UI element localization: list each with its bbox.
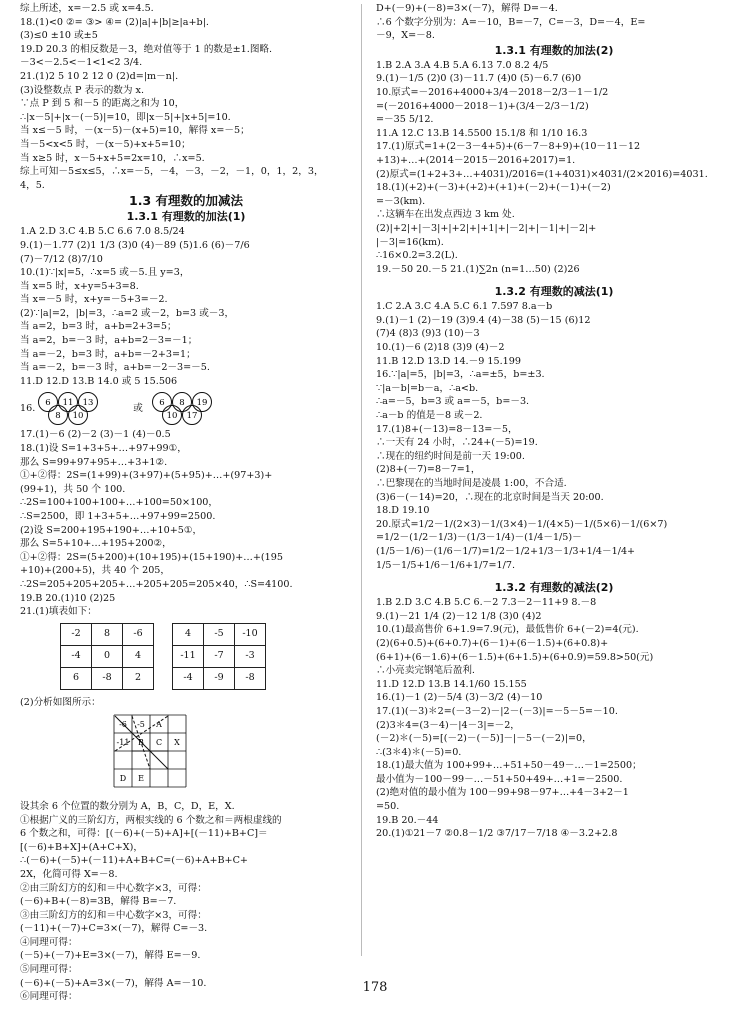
answer-line: 当 a=－2，b=－3 时，a+b=－2－3=－5. bbox=[20, 362, 210, 374]
answer-line: ①根据广义的三阶幻方，两根实线的 6 个数之和＝两根虚线的 bbox=[20, 814, 282, 826]
answer-line: 10.(1)∵|x|=5，∴x=5 或－5.且 y=3， bbox=[20, 267, 190, 279]
grid-cell: 4 bbox=[173, 623, 204, 645]
answer-line: ②由三阶幻方的幻和＝中心数字×3，可得： bbox=[20, 882, 207, 894]
answer-line: 1.B 2.D 3.C 4.B 5.C 6.－2 7.3－2－11+9 8.－8 bbox=[376, 597, 597, 609]
answer-line: ⑤同理可得： bbox=[20, 964, 78, 976]
grid-cell: -7 bbox=[204, 645, 235, 667]
answer-line: 9.(1)－21 1/4 (2)－12 1/8 (3)0 (4)2 bbox=[376, 610, 542, 622]
answer-line: (7)4 (8)3 (9)3 (10)－3 bbox=[376, 328, 480, 340]
grid-cell: 4 bbox=[123, 645, 154, 667]
magic-square-tables bbox=[60, 623, 352, 690]
ring-number: 8 bbox=[55, 411, 61, 422]
answer-line: 18.(1)设 S=1+3+5+…+97+99①， bbox=[20, 443, 187, 455]
answer-line: (2)∵|a|=2，|b|=3，∴a=2 或－2，b=3 或－3， bbox=[20, 307, 235, 319]
subsection-heading: 1.3.1 有理数的加法(2) bbox=[494, 43, 614, 57]
answer-line: +10)+(200+5)，共 40 个 205， bbox=[20, 565, 171, 577]
answer-line: ∴小亮卖完钢笔后盈利. bbox=[376, 665, 475, 677]
answer-line: 6 个数之和，可得：[(－6)+(－5)+A]+[(－11)+B+C]＝ bbox=[20, 828, 268, 840]
answer-line: 那么 S=99+97+95+…+3+1②. bbox=[20, 456, 168, 468]
q16-or: 或 bbox=[133, 402, 143, 414]
answer-line: (2)8+(－7)=8－7=1， bbox=[376, 464, 481, 476]
answer-line: 当 x=5 时，x+y=5+3=8. bbox=[20, 280, 139, 292]
grid-cell: 8 bbox=[92, 623, 123, 645]
grid-cell: 2 bbox=[123, 667, 154, 689]
ring-number: 8 bbox=[179, 398, 185, 409]
answer-line: 最小值为－100－99－…－51+50+49+…+1=－2500. bbox=[376, 773, 623, 785]
answer-line: ∴这辆车在出发点西边 3 km 处. bbox=[376, 209, 515, 221]
answer-line: (2)设 S=200+195+190+…+10+5①， bbox=[20, 524, 203, 536]
grid-cell: -10 bbox=[235, 623, 266, 645]
grid-cell: 0 bbox=[92, 645, 123, 667]
answer-line: (－5)+(－7)+E=3×(－7)，解得 E=－9. bbox=[20, 950, 201, 962]
grid-cell: -6 bbox=[123, 623, 154, 645]
answer-line: ∴a=－5，b=3 或 a=－5，b=－3. bbox=[376, 396, 530, 408]
answer-line: ∴S=2500，即 1+3+5+…+97+99=2500. bbox=[20, 511, 216, 522]
right-block-c bbox=[376, 300, 732, 572]
answer-line: 11.D 12.D 13.B 14.1/60 15.155 bbox=[376, 678, 527, 690]
diagram-label: -11 bbox=[116, 738, 130, 748]
diagram-label: -6 bbox=[119, 720, 127, 730]
answer-line: 11.D 12.D 13.B 14.0 或 5 15.506 bbox=[20, 375, 178, 387]
answer-line: 1.B 2.A 3.A 4.B 5.A 6.13 7.0 8.2 4/5 bbox=[376, 59, 549, 71]
answer-line: 1.C 2.A 3.C 4.A 5.C 6.1 7.597 8.a－b bbox=[376, 301, 553, 313]
answer-line: 19.B 20.(1)10 (2)25 bbox=[20, 592, 116, 604]
answer-line: 17.(1)8+(－13)=8－13=－5， bbox=[376, 423, 518, 435]
answer-line: 10.(1)－6 (2)18 (3)9 (4)－2 bbox=[376, 342, 505, 354]
ring-number: 6 bbox=[159, 398, 165, 409]
answer-line: =－3(km). bbox=[376, 195, 426, 207]
diagram-label: E bbox=[138, 774, 144, 784]
answer-line: 10.原式=－2016+4000+3/4－2018－2/3－1－1/2 bbox=[376, 86, 609, 98]
answer-line: ①+②得：2S=(5+200)+(10+195)+(15+190)+…+(195 bbox=[20, 551, 283, 563]
answer-line: 当 x≥5 时，x－5+x+5=2x=10，∴x=5. bbox=[20, 152, 205, 164]
answer-line: ∴6 个数字分别为：A=－10，B=－7，C=－3，D=－4，E= bbox=[376, 16, 646, 28]
answer-line: 16.∵|a|=5，|b|=3，∴a=±5，b=±3. bbox=[376, 369, 545, 381]
answer-line: ∵点 P 到 5 和－5 的距离之和为 10， bbox=[20, 98, 185, 110]
left-block-a bbox=[20, 2, 352, 192]
right-block-d bbox=[376, 596, 732, 841]
answer-line: [(－6)+B+X]+(A+C+X)， bbox=[20, 841, 143, 853]
diagram-label: C bbox=[155, 738, 163, 748]
answer-line: =1/2－(1/2－1/3)－(1/3－1/4)－(1/4－1/5)－ bbox=[376, 532, 582, 544]
answer-line: 9.(1)－1 (2)－19 (3)9.4 (4)－38 (5)－15 (6)12 bbox=[376, 314, 591, 326]
answer-line: 当 a=2，b=－3 时，a+b=2－3=－1； bbox=[20, 335, 198, 347]
answer-line: (3)6－(－14)=20，∴现在的北京时间是当天 20:00. bbox=[376, 491, 604, 503]
diagram-label: X bbox=[174, 738, 180, 748]
answer-line: ∴一天有 24 小时，∴24+(－5)=19. bbox=[376, 437, 538, 449]
answer-line: ∴16×0.2=3.2(L). bbox=[376, 250, 458, 262]
answer-line: ③由三阶幻方的幻和＝中心数字×3，可得： bbox=[20, 909, 207, 921]
answer-line: 综上可知－5≤x≤5，∴x=－5，－4，－3，－2，－1，0，1，2，3， bbox=[20, 166, 324, 178]
answer-line: 当 a=2，b=3 时，a+b=2+3=5； bbox=[20, 321, 177, 333]
answer-line: ∴巴黎现在的当地时间是凌晨 1:00，不合适. bbox=[376, 478, 567, 489]
answer-line: 10.(1)最高售价 6+1.9=7.9(元)，最低售价 6+(－2)=4(元). bbox=[376, 624, 639, 636]
grid-cell: -2 bbox=[61, 623, 92, 645]
subsection-heading: 1.3.2 有理数的减法(1) bbox=[494, 285, 614, 299]
diagram-label: D bbox=[119, 774, 127, 784]
left-block-d bbox=[20, 800, 352, 1004]
magic-square-diagram bbox=[110, 711, 190, 791]
answer-line: 综上所述，x=－2.5 或 x=4.5. bbox=[20, 3, 154, 14]
answer-line: =50. bbox=[376, 801, 400, 813]
answer-line: (－6)+(－5)+A=3×(－7)，解得 A=－10. bbox=[20, 977, 207, 989]
section-heading: 1.3 有理数的加减法 bbox=[129, 193, 243, 209]
answer-line: 9.(1)－1/5 (2)0 (3)－11.7 (4)0 (5)－6.7 (6)0 bbox=[376, 73, 582, 85]
ring-number: 11 bbox=[62, 398, 74, 409]
left-block-b bbox=[20, 225, 352, 388]
answer-line: －9，X=－8. bbox=[376, 30, 435, 42]
answer-line: (3)设整数点 P 表示的数为 x. bbox=[20, 84, 144, 96]
answer-line: (6+1)+(6－1.6)+(6－1.5)+(6+1.5)+(6+0.9)=59.8>50(元) bbox=[376, 651, 654, 663]
diagram-label: -5 bbox=[137, 720, 145, 730]
analysis-line: (2)分析如图所示： bbox=[20, 696, 101, 708]
answer-line: =(－2016+4000－2018－1)+(3/4－2/3－1/2) bbox=[376, 100, 589, 112]
subsection-heading: 1.3.1 有理数的加法(1) bbox=[126, 210, 246, 224]
answer-line: +13)+…+(2014－2015－2016+2017)=1. bbox=[376, 154, 576, 166]
answer-line: (－2)＊(－5)=[(－2)－(－5)]－|－5－(－2)|=0， bbox=[376, 733, 592, 745]
answer-line: 18.(1)(+2)+(－3)+(+2)+(+1)+(－2)+(－1)+(－2) bbox=[376, 182, 611, 194]
answer-line: ④同理可得： bbox=[20, 936, 78, 948]
answer-line: 16.(1)－1 (2)－5/4 (3)－3/2 (4)－10 bbox=[376, 692, 543, 704]
answer-line: (3)≤0 ±10 或±5 bbox=[20, 30, 98, 42]
ring-number: 13 bbox=[82, 398, 94, 409]
answer-line: 当 x≤－5 时，－(x－5)－(x+5)=10，解得 x=－5； bbox=[20, 125, 250, 137]
answer-line: ∴(－6)+(－5)+(－11)+A+B+C=(－6)+A+B+C+ bbox=[20, 855, 248, 867]
answer-line: 21.(1)2 5 10 2 12 0 (2)d=|m－n|. bbox=[20, 70, 179, 82]
answer-line: 19.D 20.3 的相反数是－3，绝对值等于 1 的数是±1.图略. bbox=[20, 43, 273, 55]
q16-circle-figures bbox=[20, 390, 352, 426]
ring-number: 10 bbox=[166, 411, 178, 422]
answer-line: 4，5. bbox=[20, 179, 45, 191]
answer-line: (7)－7/12 (8)7/10 bbox=[20, 253, 103, 265]
answer-line: 11.A 12.C 13.B 14.5500 15.1/8 和 1/10 16.3 bbox=[376, 127, 588, 139]
answer-line: 9.(1)－1.77 (2)1 1/3 (3)0 (4)－89 (5)1.6 (6)－7/6 bbox=[20, 239, 250, 251]
circle-chain-a bbox=[35, 391, 127, 425]
answer-line: ∴(3＊4)＊(－5)=0. bbox=[376, 746, 462, 758]
answer-line: ∴a－b 的值是－8 或－2. bbox=[376, 410, 483, 422]
answer-line: 20.原式=1/2－1/(2×3)－1/(3×4)－1/(4×5)－1/(5×6)－1/(6×7) bbox=[376, 518, 668, 530]
column-divider bbox=[361, 4, 362, 956]
answer-line: (－11)+(－7)+C=3×(－7)，解得 C=－3. bbox=[20, 923, 208, 935]
grid-cell: -8 bbox=[235, 667, 266, 689]
answer-line: 1.A 2.D 3.C 4.B 5.C 6.6 7.0 8.5/24 bbox=[20, 226, 185, 238]
answer-line: (2)原式=(1+2+3+…+4031)/2016=(1+4031)×4031/(2×2016)=4031. bbox=[376, 168, 708, 180]
grid-cell: -4 bbox=[173, 667, 204, 689]
answer-line: 1/5－1/5+1/6－1/6+1/7=1/7. bbox=[376, 559, 515, 571]
answer-line: 设其余 6 个位置的数分别为 A，B，C，D，E，X. bbox=[20, 800, 235, 812]
left-column bbox=[20, 2, 352, 1004]
answer-line: －3<－2.5<－1<1<2 3/4. bbox=[20, 57, 143, 69]
grid-cell: -4 bbox=[61, 645, 92, 667]
answer-line: 17.(1)－6 (2)－2 (3)－1 (4)－0.5 bbox=[20, 429, 171, 441]
answer-line: D+(－9)+(－8)=3×(－7)，解得 D=－4. bbox=[376, 3, 558, 14]
grid-cell: -9 bbox=[204, 667, 235, 689]
answer-line: (2)|+2|+|－3|+|+2|+|+1|+|－2|+|－1|+|－2|+ bbox=[376, 222, 597, 234]
answer-line: ①+②得：2S=(1+99)+(3+97)+(5+95)+…+(97+3)+ bbox=[20, 470, 273, 482]
right-block-a bbox=[376, 2, 732, 43]
left-block-c bbox=[20, 428, 352, 618]
diagram-label: A bbox=[156, 720, 162, 730]
answer-line: 18.D 19.10 bbox=[376, 505, 430, 517]
answer-line: 2X，化简可得 X=－8. bbox=[20, 868, 118, 880]
answer-line: ∴现在的纽约时间是前一天 19:00. bbox=[376, 450, 525, 462]
answer-line: ∵|a－b|=b－a，∴a<b. bbox=[376, 382, 479, 394]
ring-number: 10 bbox=[72, 411, 84, 422]
answer-line: ∴|x－5|+|x－(－5)|=10，即|x－5|+|x+5|=10. bbox=[20, 111, 231, 123]
ring-number: 17 bbox=[186, 411, 198, 422]
diagram-label: B bbox=[138, 738, 144, 748]
answer-line: ∴2S=100+100+100+…+100=50×100， bbox=[20, 497, 219, 509]
grid-cell: -5 bbox=[204, 623, 235, 645]
ring-number: 6 bbox=[45, 398, 51, 409]
answer-line: 18.(1)<0 ②= ③> ④= (2)|a|+|b|≥|a+b|. bbox=[20, 16, 209, 28]
grid-cell: -8 bbox=[92, 667, 123, 689]
magic-square-2 bbox=[172, 623, 266, 690]
answer-line: 11.B 12.D 13.D 14.－9 15.199 bbox=[376, 355, 521, 367]
answer-line: 当 x=－5 时，x+y=－5+3=－2. bbox=[20, 294, 168, 306]
answer-line: =－35 5/12. bbox=[376, 114, 434, 126]
answer-line: 当 a=－2，b=3 时，a+b=－2+3=1； bbox=[20, 348, 196, 360]
ring-number: 19 bbox=[196, 398, 208, 409]
answer-line: 当－5<x<5 时，－(x－5)+x+5=10； bbox=[20, 138, 191, 150]
answer-line: (－6)+B+(－8)=3B，解得 B=－7. bbox=[20, 896, 177, 908]
answer-line: 18.(1)最大值为 100+99+…+51+50－49－…－1=2500； bbox=[376, 760, 642, 772]
answer-line: ∴2S=205+205+205+…+205+205=205×40，∴S=4100. bbox=[20, 578, 293, 590]
right-column bbox=[376, 2, 732, 841]
q16-label: 16. bbox=[20, 402, 36, 414]
subsection-heading: 1.3.2 有理数的减法(2) bbox=[494, 581, 614, 595]
answer-line: (2)绝对值的最小值为 100－99+98－97+…+4－3+2－1 bbox=[376, 787, 629, 799]
answer-line: (2)3＊4=(3－4)－|4－3|=－2， bbox=[376, 719, 520, 731]
grid-cell: 6 bbox=[61, 667, 92, 689]
answer-line: 21.(1)填表如下： bbox=[20, 606, 97, 618]
answer-line: 那么 S=5+10+…+195+200②， bbox=[20, 538, 172, 550]
answer-line: ⑥同理可得： bbox=[20, 991, 78, 1003]
answer-line: (1/5－1/6)－(1/6－1/7)=1/2－1/2+1/3－1/3+1/4－1/4+ bbox=[376, 545, 636, 557]
answer-line: |－3|=16(km). bbox=[376, 236, 444, 248]
magic-square-1 bbox=[60, 623, 154, 690]
right-block-b bbox=[376, 59, 732, 277]
page-number: 178 bbox=[362, 980, 388, 995]
answer-line: 19.－50 20.－5 21.(1)∑2n (n=1…50) (2)26 bbox=[376, 263, 580, 275]
answer-line: (2)(6+0.5)+(6+0.7)+(6－1)+(6－1.5)+(6+0.8)+ bbox=[376, 637, 609, 649]
answer-line: 20.(1)①21－7 ②0.8－1/2 ③7/17－7/18 ④－3.2+2.8 bbox=[376, 828, 618, 840]
grid-cell: -11 bbox=[173, 645, 204, 667]
circle-chain-b bbox=[149, 391, 241, 425]
answer-line: 17.(1)原式=1+(2－3－4+5)+(6－7－8+9)+(10－11－12 bbox=[376, 141, 641, 153]
answer-line: 19.B 20.－44 bbox=[376, 814, 439, 826]
grid-cell: -3 bbox=[235, 645, 266, 667]
answer-line: (99+1)，共 50 个 100. bbox=[20, 483, 126, 495]
answer-line: 17.(1)(－3)＊2=(－3－2)－|2－(－3)|=－5－5=－10. bbox=[376, 705, 618, 717]
